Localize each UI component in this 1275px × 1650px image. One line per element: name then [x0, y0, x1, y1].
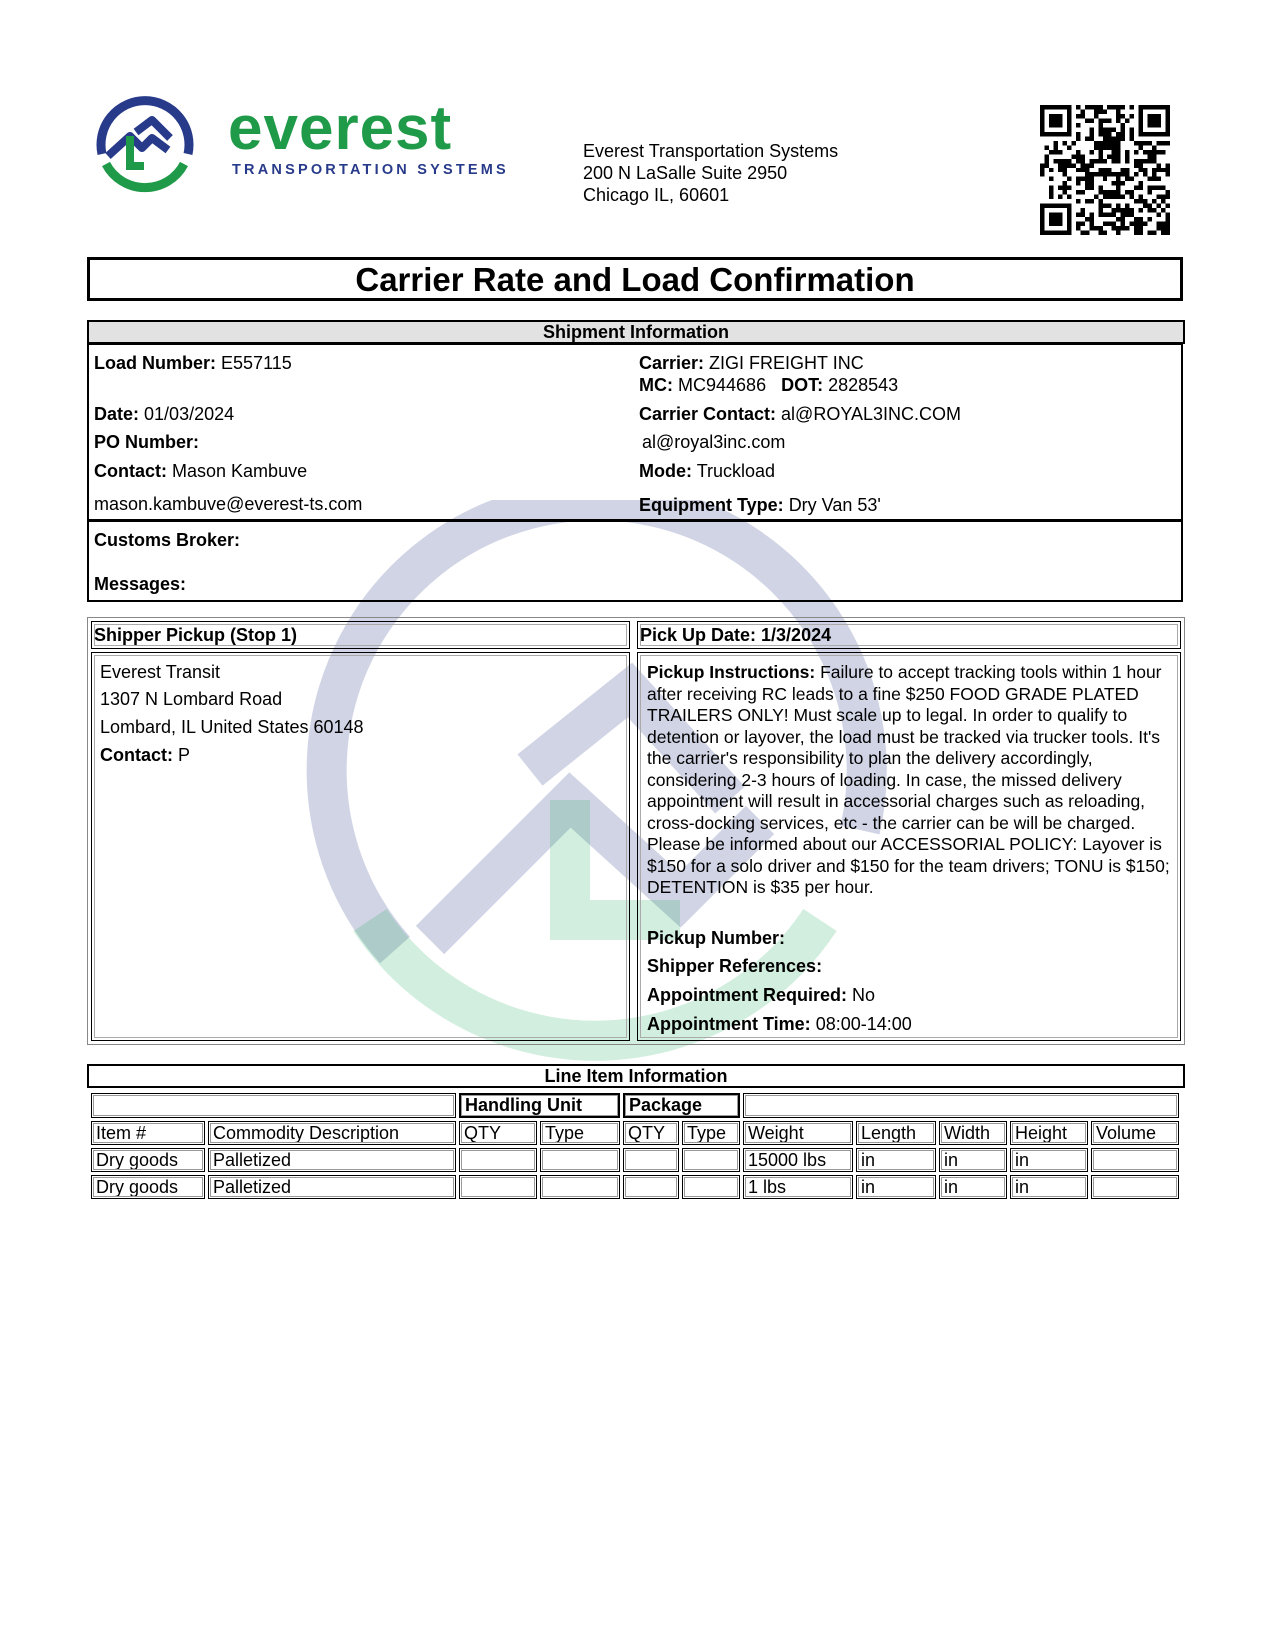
shipper-city: Lombard, IL United States 60148: [100, 717, 364, 737]
table-cell: 1 lbs: [743, 1175, 853, 1199]
table-cell: in: [856, 1175, 936, 1199]
shipper-address-cell: [91, 652, 630, 1041]
dot-value: 2828543: [828, 375, 899, 395]
shipper-contact: [100, 745, 190, 766]
customs-panel: [87, 520, 1183, 602]
table-cell: Dry goods: [91, 1175, 205, 1199]
stop-title: Shipper Pickup (Stop 1): [94, 625, 298, 645]
table-cell: in: [856, 1148, 936, 1172]
logo-wordmark: everest: [228, 94, 453, 163]
table-cell: [682, 1148, 740, 1172]
table-cell: [459, 1175, 537, 1199]
shipper-contact-label: Contact:: [100, 745, 173, 765]
table-cell: in: [939, 1148, 1007, 1172]
carrier-contact-value: al@ROYAL3INC.COM: [781, 404, 962, 424]
pickup-number-text: Pickup Number:: [647, 928, 786, 948]
mode-value: Truckload: [696, 461, 776, 481]
equipment-field: [639, 495, 881, 516]
table-row: [91, 1175, 1179, 1199]
appointment-time-field: [647, 1014, 912, 1035]
shipper-references-label: [647, 956, 822, 977]
shipper-references-text: Shipper References:: [647, 956, 823, 976]
carrier-email: al@royal3inc.com: [642, 432, 786, 452]
customs-broker-label: [94, 530, 240, 551]
equipment-value: Dry Van 53': [788, 495, 881, 515]
table-cell: [623, 1175, 679, 1199]
company-logo: [90, 92, 510, 202]
table-cell: Dry goods: [91, 1148, 205, 1172]
group-blank-cell: [91, 1093, 456, 1118]
table-cell: [459, 1148, 537, 1172]
column-header-row: [91, 1121, 1179, 1145]
shipper-name: Everest Transit: [100, 662, 221, 682]
messages-label: [94, 574, 186, 595]
contact-label: Contact:: [94, 461, 167, 481]
pickup-number-label: [647, 928, 785, 949]
column-header: Type: [540, 1121, 620, 1145]
contact-field: [94, 461, 307, 482]
line-item-table: [88, 1090, 1182, 1202]
table-cell: [1091, 1148, 1179, 1172]
shipment-info-heading: Shipment Information: [87, 320, 1185, 344]
contact-value: Mason Kambuve: [172, 461, 308, 481]
carrier-contact-field: [639, 404, 961, 425]
column-header: Item #: [91, 1121, 205, 1145]
appointment-required-label: Appointment Required:: [647, 985, 847, 1005]
table-cell: [540, 1148, 620, 1172]
table-cell: Palletized: [208, 1148, 456, 1172]
mode-field: [639, 461, 775, 482]
carrier-label: Carrier:: [639, 353, 705, 373]
mc-value: MC944686: [678, 375, 767, 395]
column-header: QTY: [623, 1121, 679, 1145]
table-cell: [1091, 1175, 1179, 1199]
table-cell: in: [1010, 1175, 1088, 1199]
carrier-field: [639, 353, 864, 374]
load-number-field: [94, 353, 292, 374]
mc-label: MC:: [639, 375, 673, 395]
mountain-logo-icon: [90, 92, 200, 202]
column-header: Weight: [743, 1121, 853, 1145]
po-number-field: [94, 432, 199, 453]
carrier-contact-label: Carrier Contact:: [639, 404, 777, 424]
stop-header-right: [637, 621, 1181, 649]
group-blank-cell: [743, 1093, 1179, 1118]
table-cell: in: [939, 1175, 1007, 1199]
column-header: QTY: [459, 1121, 537, 1145]
column-header: Length: [856, 1121, 936, 1145]
column-header: Width: [939, 1121, 1007, 1145]
logo-subtitle: TRANSPORTATION SYSTEMS: [232, 162, 509, 178]
messages-text: Messages:: [94, 574, 187, 594]
shipper-street: 1307 N Lombard Road: [100, 689, 283, 709]
table-cell: [623, 1148, 679, 1172]
column-header: Type: [682, 1121, 740, 1145]
po-number-label: PO Number:: [94, 432, 200, 452]
handling-unit-group: Handling Unit: [459, 1093, 620, 1118]
table-cell: 15000 lbs: [743, 1148, 853, 1172]
column-header: Height: [1010, 1121, 1088, 1145]
table-row: [91, 1148, 1179, 1172]
pickup-instructions-label: Pickup Instructions:: [647, 662, 816, 682]
date-value: 01/03/2024: [144, 404, 235, 424]
appointment-required-field: [647, 985, 875, 1006]
load-number-value: E557115: [221, 353, 292, 373]
table-cell: in: [1010, 1148, 1088, 1172]
column-header: Commodity Description: [208, 1121, 456, 1145]
line-item-heading: Line Item Information: [87, 1064, 1185, 1088]
load-number-label: Load Number:: [94, 353, 217, 373]
company-address: [583, 140, 838, 206]
table-cell: Palletized: [208, 1175, 456, 1199]
contact-email: mason.kambuve@everest-ts.com: [94, 494, 363, 514]
qr-code-icon: [1040, 105, 1170, 235]
group-header-row: [91, 1093, 1179, 1118]
equipment-label: Equipment Type:: [639, 495, 784, 515]
column-header: Volume: [1091, 1121, 1179, 1145]
package-group: Package: [623, 1093, 740, 1118]
address-line: 200 N LaSalle Suite 2950: [583, 163, 788, 183]
carrier-value: ZIGI FREIGHT INC: [709, 353, 864, 373]
pickup-instructions-text: Failure to accept tracking tools within 1 hour after receiving RC leads to a fine $250 FOOD GRADE PLATED TRAILERS ONLY! Must scale up to legal. In order to qualify to detention or layover, the load must be tracked via trucker tools. It's the carrier's responsibility to plan the delivery accordingly, considering 2-3 hours of loading. In case, the missed delivery appointment will result in accessorial charges such as reloading, cross-docking services, etc - the carrier can be will be charged. Please be informed about our ACCESSORIAL POLICY: Layover is $150 for a solo driver and $150 for the team drivers; TONU is $150; DETENTION is $35 per hour.: [647, 662, 1170, 897]
date-field: [94, 404, 234, 425]
mode-label: Mode:: [639, 461, 692, 481]
address-line: Chicago IL, 60601: [583, 185, 730, 205]
pickup-instructions: [647, 662, 1172, 899]
dot-label: DOT:: [781, 375, 824, 395]
pickup-date: Pick Up Date: 1/3/2024: [640, 625, 832, 645]
appointment-time-value: 08:00-14:00: [815, 1014, 912, 1034]
table-cell: [682, 1175, 740, 1199]
appointment-required-value: No: [852, 985, 876, 1005]
address-line: Everest Transportation Systems: [583, 141, 839, 161]
stop-header-left: [91, 621, 630, 649]
document-title: Carrier Rate and Load Confirmation: [87, 257, 1183, 301]
date-label: Date:: [94, 404, 140, 424]
shipper-contact-value: P: [178, 745, 191, 765]
mc-dot-field: [639, 375, 898, 396]
customs-broker-text: Customs Broker:: [94, 530, 241, 550]
table-cell: [540, 1175, 620, 1199]
appointment-time-label: Appointment Time:: [647, 1014, 811, 1034]
